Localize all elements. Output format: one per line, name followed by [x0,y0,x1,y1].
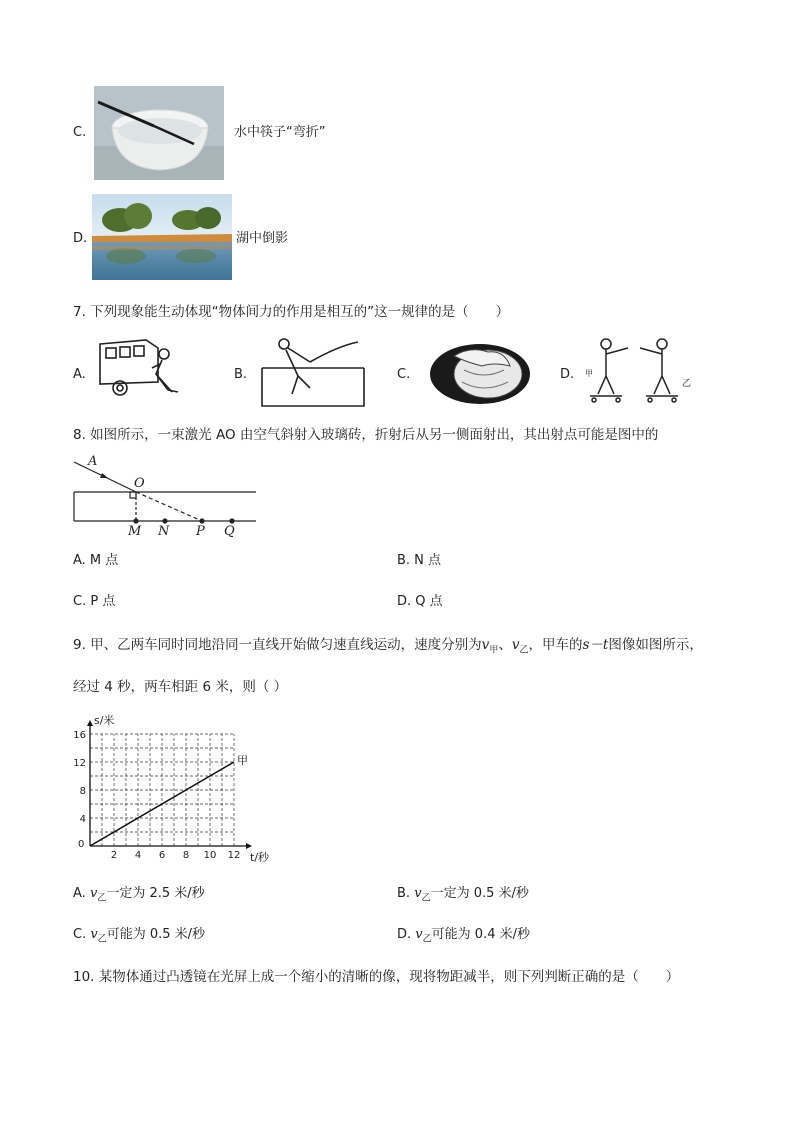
y-tick-label: 12 [73,758,86,769]
bowl-chopstick-photo [94,86,224,180]
label-a: A [88,454,98,469]
question-7-text: 7. 下列现象能生动体现“物体间力的作用是相互的”这一规律的是（ ） [73,304,510,320]
label-o: O [134,476,145,491]
y-axis-arrow [87,720,93,726]
q9-answer-d: D. $v_乙$可能为 0.4 米/秒 [397,927,530,945]
x-tick-label: 8 [182,850,190,861]
series-label-jia: 甲 [237,754,248,767]
x-tick-label: 4 [134,850,142,861]
q7-option-d-figure: 甲 乙 [584,334,694,408]
q9-answer-b: B. $v_乙$一定为 0.5 米/秒 [397,886,529,904]
q8-answer-c: C. P 点 [73,594,116,609]
st-chart [66,712,276,870]
q7-d-label: 乙 [682,379,692,389]
y-tick-label: 8 [79,786,86,797]
st-chart-svg [66,712,276,870]
question-9-line2: 经过 4 秒，两车相距 6 米，则（ ） [73,679,288,695]
q7-option-d-letter: D. [560,367,575,382]
q7-option-a-figure [96,334,186,406]
q8-laser-figure [70,452,260,542]
option-d-letter: D. [73,231,88,246]
x-tick-label: 12 [227,850,241,861]
q8-answer-d: D. Q 点 [397,594,443,609]
x-tick-label: 0 [78,839,85,850]
q9-answer-c: C. $v_乙$可能为 0.5 米/秒 [73,927,206,945]
question-8-text: 8. 如图所示，一束激光 AO 由空气斜射入玻璃砖，折射后从另一侧面射出，其出射点可能是图中的 [73,427,659,443]
q7-option-a-letter: A. [73,367,86,382]
question-10-text: 10. 某物体通过凸透镜在光屏上成一个缩小的清晰的像，现将物距减半，则下列判断正确的是（ ） [73,969,680,985]
y-tick-label: 16 [73,730,86,741]
x-tick-label: 6 [158,850,166,861]
label-n: N [158,524,170,539]
x-tick-label: 10 [203,850,217,861]
option-c-caption: 水中筷子“弯折” [234,125,326,140]
y-tick-label: 4 [79,814,86,825]
q9-answer-a: A. $v_乙$一定为 2.5 米/秒 [73,886,205,904]
option-c-letter: C. [73,125,87,140]
label-q: Q [224,524,235,539]
question-9-line1: 9. 甲、乙两车同时同地沿同一直线开始做匀速直线运动，速度分别为$v_甲$、$v_乙$，甲车的s－t图像如图所示， [73,637,703,656]
q7-option-c-letter: C. [397,367,411,382]
q7-option-b-letter: B. [234,367,248,382]
q8-answer-a: A. M 点 [73,553,119,568]
lake-reflection-photo [92,194,232,280]
x-tick-label: 2 [110,850,118,861]
q7-option-c-figure [424,340,534,412]
q7-option-b-figure [258,336,368,412]
chart-ylabel: s/米 [94,714,115,727]
label-m: M [128,524,142,539]
q8-answer-b: B. N 点 [397,553,442,568]
option-d-caption: 湖中倒影 [236,231,289,246]
chart-xlabel: t/秒 [250,851,270,864]
label-p: P [196,524,205,539]
